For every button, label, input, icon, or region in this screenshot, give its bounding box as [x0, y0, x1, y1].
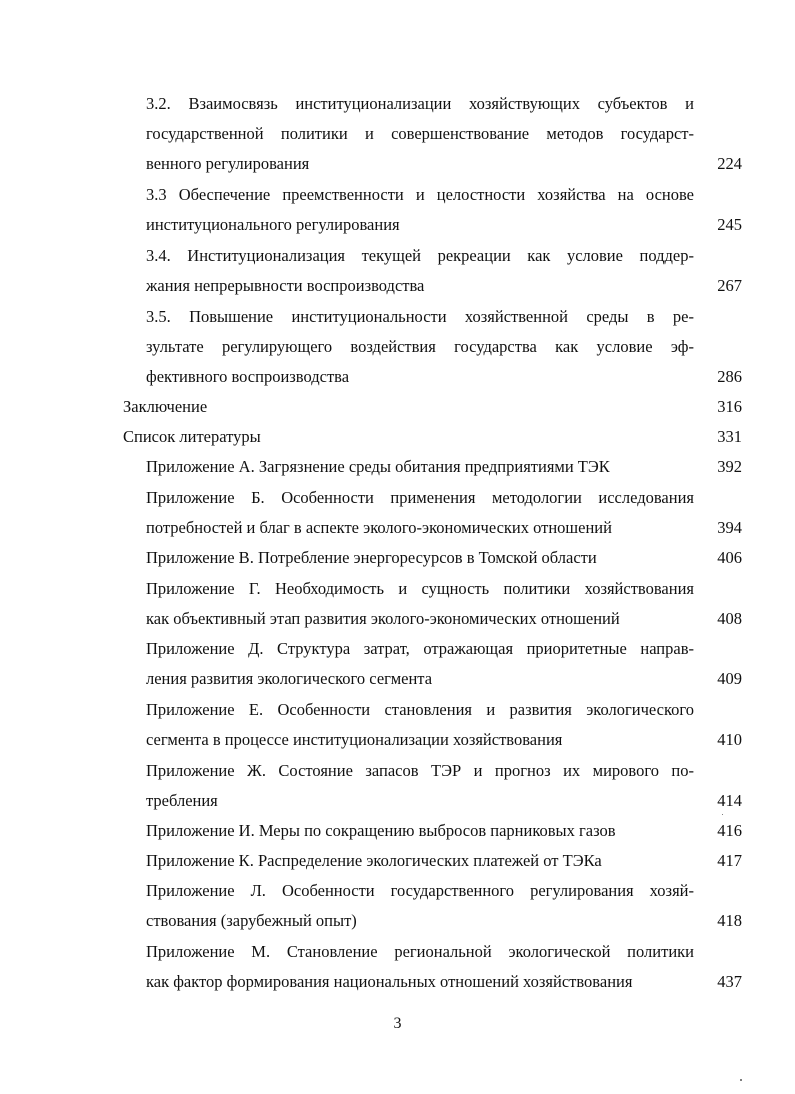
toc-entry-line: Приложение В. Потребление энергоресурсов в Томской области	[146, 548, 597, 567]
toc-page-number: 316	[717, 397, 742, 416]
toc-entry-line: Приложение М. Становление региональной экологической политики	[146, 942, 694, 961]
toc-entry-line: Приложение К. Распределение экологических платежей от ТЭКа	[146, 851, 602, 870]
toc-page-number: 286	[717, 367, 742, 386]
toc-entry-line: Приложение Ж. Состояние запасов ТЭР и прогноз их мирового по-	[146, 761, 694, 780]
toc-entry-line: Приложение Л. Особенности государственного регулирования хозяй-	[146, 881, 694, 900]
toc-entry-line: как фактор формирования национальных отношений хозяйствования	[146, 972, 633, 991]
toc-page-number: 394	[717, 518, 742, 537]
toc-page-number: 392	[717, 457, 742, 476]
toc-entry-line: ления развития экологического сегмента	[146, 669, 433, 688]
toc-entry-line: требления	[146, 791, 218, 810]
page-footer-number: 3	[393, 1015, 402, 1032]
toc-entry-line: 3.3 Обеспечение преемственности и целостности хозяйства на основе	[146, 185, 694, 204]
toc-page-number: 331	[717, 427, 742, 446]
toc-page-number: 267	[717, 276, 742, 295]
toc-entry-line: жания непрерывности воспроизводства	[146, 276, 425, 295]
toc-page-number: 437	[717, 972, 742, 991]
toc-entry-line: Приложение И. Меры по сокращению выбросов парниковых газов	[146, 821, 616, 840]
toc-page-number: 414	[717, 791, 742, 810]
toc-entry-line: государственной политики и совершенствование методов государст-	[146, 124, 694, 143]
toc-entry-line: Приложение Б. Особенности применения методологии исследования	[146, 488, 694, 507]
toc-entry-line: Приложение А. Загрязнение среды обитания предприятиями ТЭК	[146, 457, 610, 476]
toc-page-number: 417	[717, 851, 742, 870]
toc-entry-line: зультате регулирующего воздействия государства как условие эф-	[146, 337, 694, 356]
toc-entry-line: 3.2. Взаимосвязь институционализации хозяйствующих субъектов и	[146, 94, 694, 113]
scan-speck	[740, 1079, 742, 1081]
toc-page-number: 409	[717, 669, 742, 688]
toc-entry-line: 3.5. Повышение институциональности хозяйственной среды в ре-	[146, 307, 694, 326]
toc-page-number: 416	[717, 821, 742, 840]
toc-page-number: 408	[717, 609, 742, 628]
toc-entry-line: как объективный этап развития эколого-экономических отношений	[146, 609, 620, 628]
toc-entry-line: сегмента в процессе институционализации хозяйствования	[146, 730, 563, 749]
toc-page-number: 224	[717, 154, 742, 173]
toc-entry-line: Список литературы	[123, 427, 261, 446]
toc-entry-line: Приложение Е. Особенности становления и развития экологического	[146, 700, 694, 719]
toc-page-number: 245	[717, 215, 742, 234]
toc-entry-line: фективного воспроизводства	[146, 367, 350, 386]
toc-page-number: 410	[717, 730, 742, 749]
toc-page-number: 418	[717, 911, 742, 930]
toc-page-number: 406	[717, 548, 742, 567]
toc-entry-line: Приложение Г. Необходимость и сущность политики хозяйствования	[146, 579, 694, 598]
scan-speck	[722, 814, 723, 815]
toc-entry-line: венного регулирования	[146, 154, 310, 173]
toc-entry-line: Приложение Д. Структура затрат, отражающая приоритетные направ-	[146, 639, 694, 658]
toc-entry-line: 3.4. Институционализация текущей рекреации как условие поддер-	[146, 246, 694, 265]
toc-entry-line: институционального регулирования	[146, 215, 400, 234]
toc-entry-line: ствования (зарубежный опыт)	[146, 911, 357, 930]
toc-entry-line: Заключение	[123, 397, 208, 416]
toc-entry-line: потребностей и благ в аспекте эколого-экономических отношений	[146, 518, 612, 537]
